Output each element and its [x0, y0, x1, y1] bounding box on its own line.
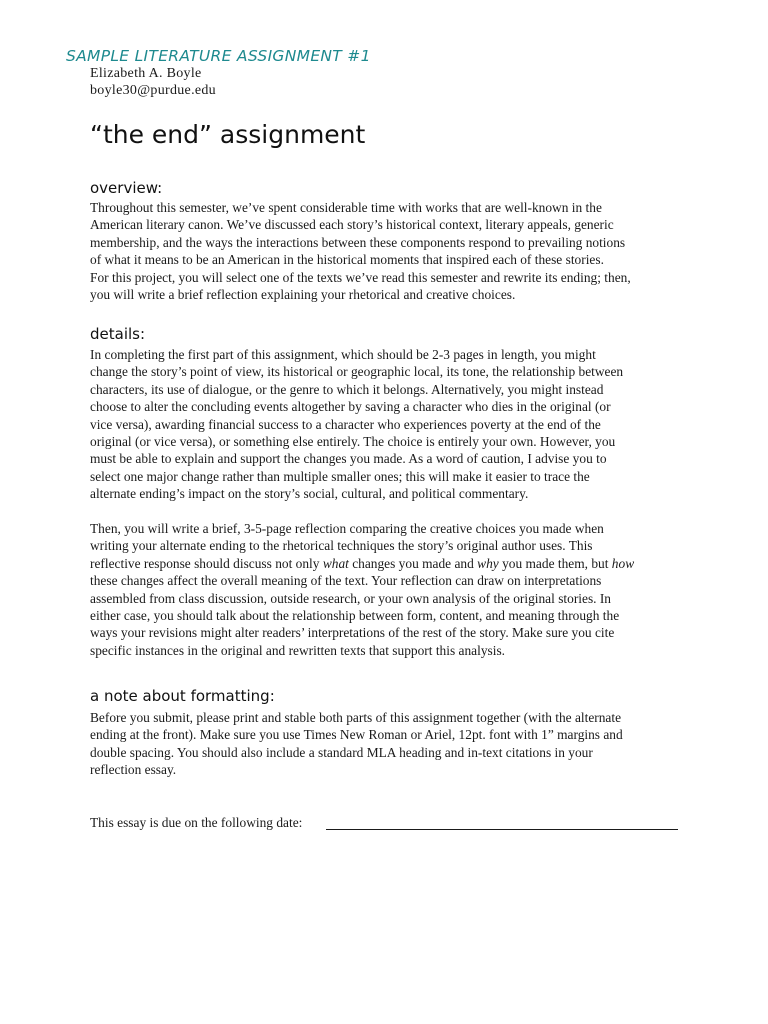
text-line: ending at the front). Make sure you use Times New Roman or Ariel, 12pt. font with 1” margins and [90, 727, 623, 743]
text-line [90, 555, 680, 572]
text-line: must be able to explain and support the changes you made. As a word of caution, I advise you to [90, 451, 607, 467]
details-paragraph-1 [90, 346, 680, 503]
text-line: original (or vice versa), or something else entirely. The choice is entirely your own. However, you [90, 434, 616, 450]
author-email: boyle30@purdue.edu [90, 83, 216, 98]
text-line: change the story’s point of view, its historical or geographic local, its tone, the relationship between [90, 364, 624, 380]
emphasis-why: why [477, 555, 499, 571]
overview-paragraph [90, 199, 680, 303]
text-line: you will write a brief reflection explaining your rhetorical and creative choices. [90, 287, 516, 303]
text-run: changes you made and [348, 555, 478, 571]
formatting-heading: a note about formatting: [90, 687, 275, 705]
text-line: either case, you should talk about the relationship between form, content, and meaning through the [90, 608, 620, 624]
text-run: reflective response should discuss not only [90, 555, 323, 571]
text-line: vice versa), awarding financial success to a character who experiences poverty at the end of the [90, 416, 601, 432]
details-heading: details: [90, 325, 146, 343]
author-name: Elizabeth A. Boyle [90, 66, 202, 81]
text-line: alternate ending’s impact on the story’s social, cultural, and political commentary. [90, 486, 529, 502]
details-paragraph-2 [90, 520, 680, 659]
text-line: select one major change rather than multiple smaller ones; this will make it easier to trace the [90, 468, 590, 484]
text-line: American literary canon. We’ve discussed each story’s historical context, literary appeals, generic [90, 217, 614, 233]
text-line: membership, and the ways the interactions between these components respond to prevailing notions [90, 234, 626, 250]
text-line: In completing the first part of this assignment, which should be 2-3 pages in length, you might [90, 347, 596, 362]
emphasis-what: what [322, 555, 349, 571]
text-line: specific instances in the original and rewritten texts that support this analysis. [90, 642, 506, 658]
text-line: characters, its use of dialogue, or the genre to which it belongs. Alternatively, you might instead [90, 381, 604, 397]
text-line: choose to alter the concluding events altogether by saving a character who dies in the original (or [90, 399, 611, 415]
text-line: For this project, you will select one of the texts we’ve read this semester and rewrite its ending; then, [90, 269, 631, 285]
text-line: of what it means to be an American in the historical moments that inspired each of these stories. [90, 252, 604, 268]
document-title: “the end” assignment [90, 120, 366, 149]
text-line: writing your alternate ending to the rhetorical techniques the story’s original author uses. This [90, 538, 593, 554]
overview-heading: overview: [90, 179, 163, 197]
text-line: Before you submit, please print and stable both parts of this assignment together (with the alternate [90, 710, 622, 725]
text-line: Throughout this semester, we’ve spent considerable time with works that are well-known in the [90, 200, 602, 215]
assignment-label: SAMPLE LITERATURE ASSIGNMENT #1 [66, 47, 371, 65]
formatting-paragraph [90, 709, 680, 779]
due-date-blank-line [326, 829, 678, 830]
text-run: you made them, but [498, 555, 612, 571]
text-line: reflection essay. [90, 762, 177, 778]
text-line: these changes affect the overall meaning of the text. Your reflection can draw on interpretations [90, 573, 602, 589]
text-line: Then, you will write a brief, 3-5-page reflection comparing the creative choices you made when [90, 521, 604, 536]
text-line: ways your revisions might alter readers’ interpretations of the rest of the story. Make sure you cite [90, 625, 615, 641]
emphasis-how: how [611, 555, 635, 571]
text-line: assembled from class discussion, outside research, or your own analysis of the original stories. In [90, 590, 612, 606]
due-date-label: This essay is due on the following date: [90, 815, 303, 830]
text-line: double spacing. You should also include a standard MLA heading and in-text citations in your [90, 744, 593, 760]
